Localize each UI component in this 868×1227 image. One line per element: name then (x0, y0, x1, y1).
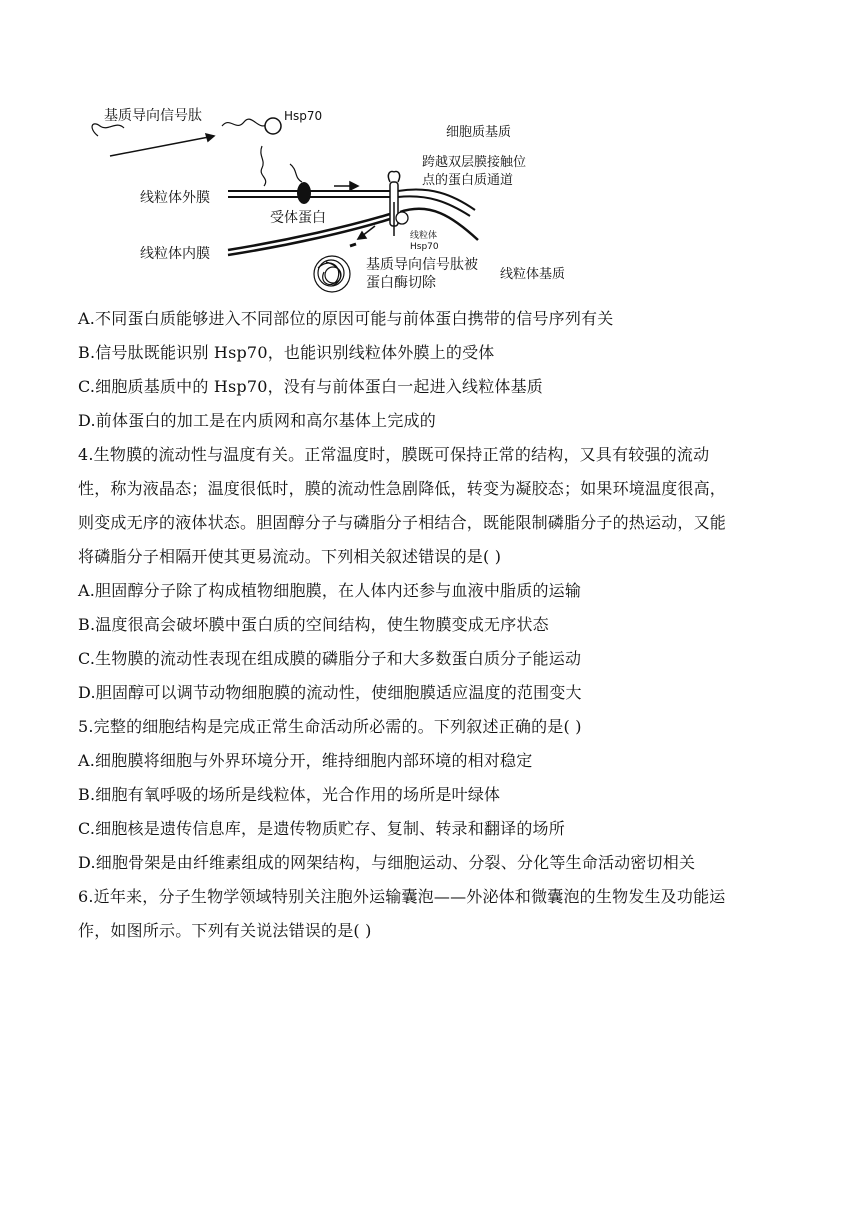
label-mito-2: Hsp70 (410, 242, 439, 252)
option-d-q5: D.细胞骨架是由纤维素组成的网架结构，与细胞运动、分裂、分化等生命活动密切相关 (78, 853, 696, 872)
option-c-q3: C.细胞质基质中的 Hsp70，没有与前体蛋白一起进入线粒体基质 (78, 377, 544, 396)
option-a-q5: A.细胞膜将细胞与外界环境分开，维持细胞内部环境的相对稳定 (78, 751, 533, 770)
label-channel-1: 跨越双层膜接触位 (422, 155, 527, 170)
option-d-q3: D.前体蛋白的加工是在内质网和高尔基体上完成的 (78, 411, 436, 430)
diagram-svg (80, 98, 580, 296)
mitochondrial-import-diagram (80, 98, 580, 296)
question-6-line-2: 作，如图所示。下列有关说法错误的是( ) (78, 921, 372, 940)
label-signal-peptide: 基质导向信号肽 (104, 108, 202, 124)
label-receptor: 受体蛋白 (270, 210, 326, 226)
question-4-line-1: 4.生物膜的流动性与温度有关。正常温度时，膜既可保持正常的结构，又具有较强的流动 (78, 445, 710, 464)
label-cytosol: 细胞质基质 (446, 125, 512, 140)
label-mito-matrix: 线粒体基质 (500, 267, 566, 282)
hsp70-circle (265, 118, 281, 134)
mito-hsp70-circle (396, 212, 408, 224)
question-4-line-2: 性，称为液晶态；温度很低时，膜的流动性急剧降低，转变为凝胶态；如果环境温度很高， (78, 479, 727, 498)
inner-membrane (228, 209, 478, 255)
option-d-q4: D.胆固醇可以调节动物细胞膜的流动性，使细胞膜适应温度的范围变大 (78, 683, 582, 702)
option-a-q3: A.不同蛋白质能够进入不同部位的原因可能与前体蛋白携带的信号序列有关 (78, 309, 614, 328)
label-outer-membrane: 线粒体外膜 (140, 190, 210, 206)
question-6-line-1: 6.近年来，分子生物学领域特别关注胞外运输囊泡——外泌体和微囊泡的生物发生及功能运 (78, 887, 726, 906)
option-b-q4: B.温度很高会破坏膜中蛋白质的空间结构，使生物膜变成无序状态 (78, 615, 549, 634)
label-mito-1: 线粒体 (410, 231, 438, 241)
option-a-q4: A.胆固醇分子除了构成植物细胞膜，在人体内还参与血液中脂质的运输 (78, 581, 582, 600)
folded-protein-icon (314, 256, 350, 292)
question-4-line-4: 将磷脂分子相隔开使其更易流动。下列相关叙述错误的是( ) (78, 547, 502, 566)
question-5: 5.完整的细胞结构是完成正常生命活动所必需的。下列叙述正确的是( ) (78, 717, 582, 736)
question-4-line-3: 则变成无序的液体状态。胆固醇分子与磷脂分子相结合，既能限制磷脂分子的热运动，又能 (78, 513, 727, 532)
label-inner-membrane: 线粒体内膜 (140, 246, 210, 262)
receptor-protein (297, 182, 311, 204)
label-channel-2: 点的蛋白质通道 (422, 173, 514, 188)
option-c-q5: C.细胞核是遗传信息库，是遗传物质贮存、复制、转录和翻译的场所 (78, 819, 565, 838)
label-cut-2: 蛋白酶切除 (366, 275, 436, 291)
label-cut-1: 基质导向信号肽被 (366, 257, 478, 273)
protein-channel (388, 171, 399, 236)
option-b-q3: B.信号肽既能识别 Hsp70，也能识别线粒体外膜上的受体 (78, 343, 495, 362)
label-hsp70: Hsp70 (284, 109, 323, 123)
option-b-q5: B.细胞有氧呼吸的场所是线粒体，光合作用的场所是叶绿体 (78, 785, 501, 804)
option-c-q4: C.生物膜的流动性表现在组成膜的磷脂分子和大多数蛋白质分子能运动 (78, 649, 582, 668)
